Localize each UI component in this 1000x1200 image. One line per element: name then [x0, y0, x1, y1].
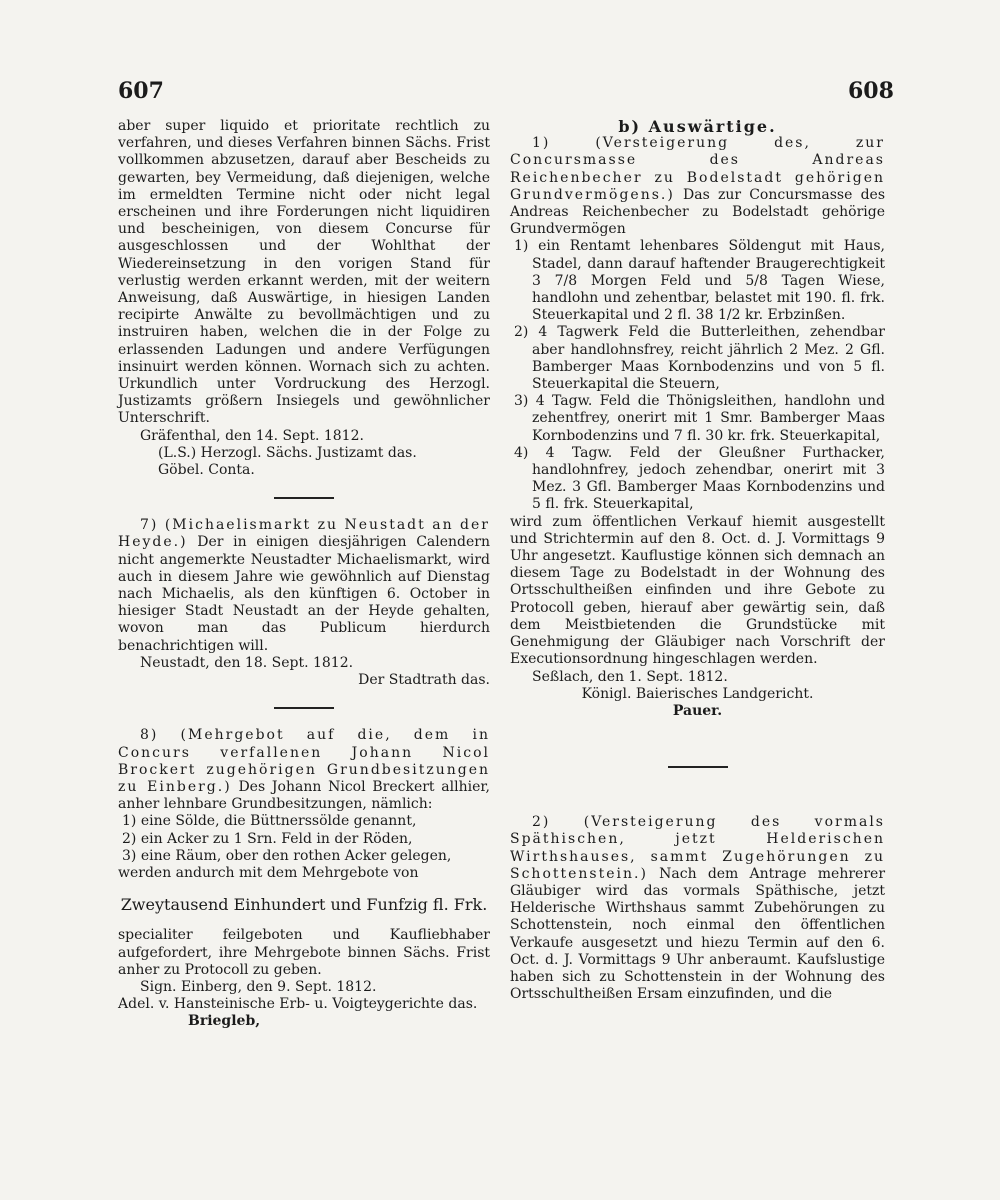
section-8-heading: 8) (Mehrgebot auf die, dem in Concurs verfallenen Johann Nicol Brockert zugehörigen Grundbesitzungen zu Einberg.): [118, 727, 490, 795]
section-8-signature-court: Adel. v. Hansteinische Erb- u. Voigteygerichte das.: [118, 996, 478, 1013]
section-8-date: Sign. Einberg, den 9. Sept. 1812.: [140, 978, 377, 995]
section-7-heading: 7) (Michaelismarkt zu Neustadt an der Heyde.): [118, 517, 490, 551]
page-number-left: 607: [118, 78, 164, 104]
section-1-item: 4) 4 Tagw. Feld der Gleußner Furthacker, handlohnfrey, jedoch zehendbar, onerirt mit 3 Mez. 3 Gfl. Bamberger Maas Kornbodenzins und 5 fl. frk. Steuerkapital,: [514, 444, 885, 513]
section-8-item: 3) eine Räum, ober den rothen Acker gelegen,: [122, 847, 452, 864]
left-column: [118, 118, 490, 1031]
section-8-text2: werden andurch mit dem Mehrgebote von: [118, 864, 419, 881]
section-8-amount: Zweytausend Einhundert und Funfzig fl. Frk.: [120, 895, 488, 915]
section-1-item: 1) ein Rentamt lehenbares Söldengut mit Haus, Stadel, dann darauf haftender Braugerechtigkeit 3 7/8 Morgen Feld und 5/8 Tagen Wiese, handlohn und zehentbar, belastet mit 190. fl. frk. Steuerkapital und 2 fl. 38 1/2 kr. Erbzinßen.: [514, 238, 885, 324]
section-separator: [668, 766, 728, 768]
section-8-item: 2) ein Acker zu 1 Srn. Feld in der Röden,: [122, 830, 413, 847]
intro-date: Gräfenthal, den 14. Sept. 1812.: [140, 427, 364, 444]
section-8-text3: specialiter feilgeboten und Kaufliebhaber aufgefordert, ihre Mehrgebote binnen Sächs. Frist anher zu Protocoll zu geben.: [118, 927, 490, 978]
section-8-signature-name: Briegleb,: [188, 1013, 261, 1030]
section-7-signature: Der Stadtrath das.: [358, 672, 490, 689]
intro-signature-office: (L.S.) Herzogl. Sächs. Justizamt das.: [158, 444, 417, 461]
section-1-heading: 1) (Versteigerung des, zur Concursmasse des Andreas Reichenbecher zu Bodelstadt gehörigen Grundvermögens.): [510, 135, 885, 203]
section-1-date: Seßlach, den 1. Sept. 1812.: [532, 668, 728, 685]
section-7: [118, 517, 490, 655]
section-7-date: Neustadt, den 18. Sept. 1812.: [140, 654, 354, 671]
section-1: [510, 135, 885, 238]
intro-signature-names: Göbel. Conta.: [158, 462, 255, 479]
section-separator: [274, 707, 334, 709]
section-1-item: 2) 4 Tagwerk Feld die Butterleithen, zehendbar aber handlohnsfrey, reicht jährlich 2 Mez. 2 Gfl. Bamberger Maas Kornbodenzins und von 5 fl. Steuerkapital die Steuern,: [514, 324, 885, 393]
section-1-item: 3) 4 Tagw. Feld die Thönigsleithen, handlohn und zehentfrey, onerirt mit 1 Smr. Bamberger Maas Kornbodenzins und 7 fl. 30 kr. frk. Steuerkapital,: [514, 393, 885, 444]
section-2: [510, 814, 885, 1003]
section-2-heading: 2) (Versteigerung des vormals Späthischen, jetzt Helderischen Wirthshauses, sammt Zugehörungen zu Schottenstein.): [510, 814, 885, 882]
section-8-text: Des Johann Nicol Breckert allhier, anher lehnbare Grundbesitzungen, nämlich:: [118, 778, 490, 813]
section-1-text: Das zur Concursmasse des Andreas Reichenbecher zu Bodelstadt gehörige Grundvermögen: [510, 186, 885, 238]
section-8-item: 1) eine Sölde, die Büttnerssölde genannt,: [122, 813, 417, 830]
section-1-text2: wird zum öffentlichen Verkauf hiemit ausgestellt und Strichtermin auf den 8. Oct. d. J. Vormittags 9 Uhr angesetzt. Kauflustige können sich demnach an diesem Tage zu Bodelstadt in der Wohnung des Ortsschultheißen einfinden und ihre Gebote zu Protocoll geben, hierauf aber gewärtig sein, daß dem Meistbietenden die Grundstücke mit Genehmigung der Gläubiger nach Vorschrift der Executionsordnung hingeschlagen werden.: [510, 513, 885, 668]
right-heading: b) Auswärtige.: [618, 117, 777, 136]
page-number-right: 608: [848, 78, 894, 104]
section-1-signature-court: Königl. Baierisches Landgericht.: [581, 685, 814, 702]
section-8: [118, 727, 490, 813]
section-separator: [274, 497, 334, 499]
section-7-text: Der in einigen diesjährigen Calendern nicht angemerkte Neustadter Michaelismarkt, wird auch in diesem Jahre wie gewöhnlich auf Dienstag nach Michaelis, als den künftigen 6. October in hiesiger Stadt Neustadt an der Heyde gehalten, wovon man das Publicum hierdurch benachrichtigen will.: [118, 534, 491, 654]
intro-paragraph: aber super liquido et prioritate rechtlich zu verfahren, und dieses Verfahren binnen Sächs. Frist vollkommen abzusetzen, darauf aber Bescheids zu gewarten, bey Vermeidung, daß diejenigen, welche im ermeldten Termine nicht oder nicht legal erscheinen und ihre Forderungen nicht liquidiren und bescheinigen, von diesem Concurse für ausgeschlossen und der Wohlthat der Wiedereinsetzung in den vorigen Stand für verlustig werden erkannt werden, mit der weitern Anweisung, daß Auswärtige, in hiesigen Landen recipirte Anwälte zu bevollmächtigen und zu instruiren haben, welchen die in der Folge zu erlassenden Ladungen und andere Verfügungen insinuirt werden können. Wornach sich zu achten. Urkundlich unter Vordruckung des Herzogl. Justizamts größern Insiegels und gewöhnlicher Unterschrift.: [118, 118, 490, 427]
section-2-text: Nach dem Antrage mehrerer Gläubiger wird das vormals Späthische, jetzt Helderische Wirthshaus sammt Zubehörungen zu Schottenstein, noch einmal den öffentlichen Verkaufe ausgesetzt und hiezu Termin auf den 6. Oct. d. J. Vormittags 9 Uhr anberaumt. Kaufslustige haben sich zu Schottenstein in der Wohnung des Ortsschultheißen Ersam einzufinden, und die: [510, 865, 886, 1003]
section-1-signature-name: Pauer.: [672, 702, 723, 719]
right-column: [510, 118, 885, 1003]
